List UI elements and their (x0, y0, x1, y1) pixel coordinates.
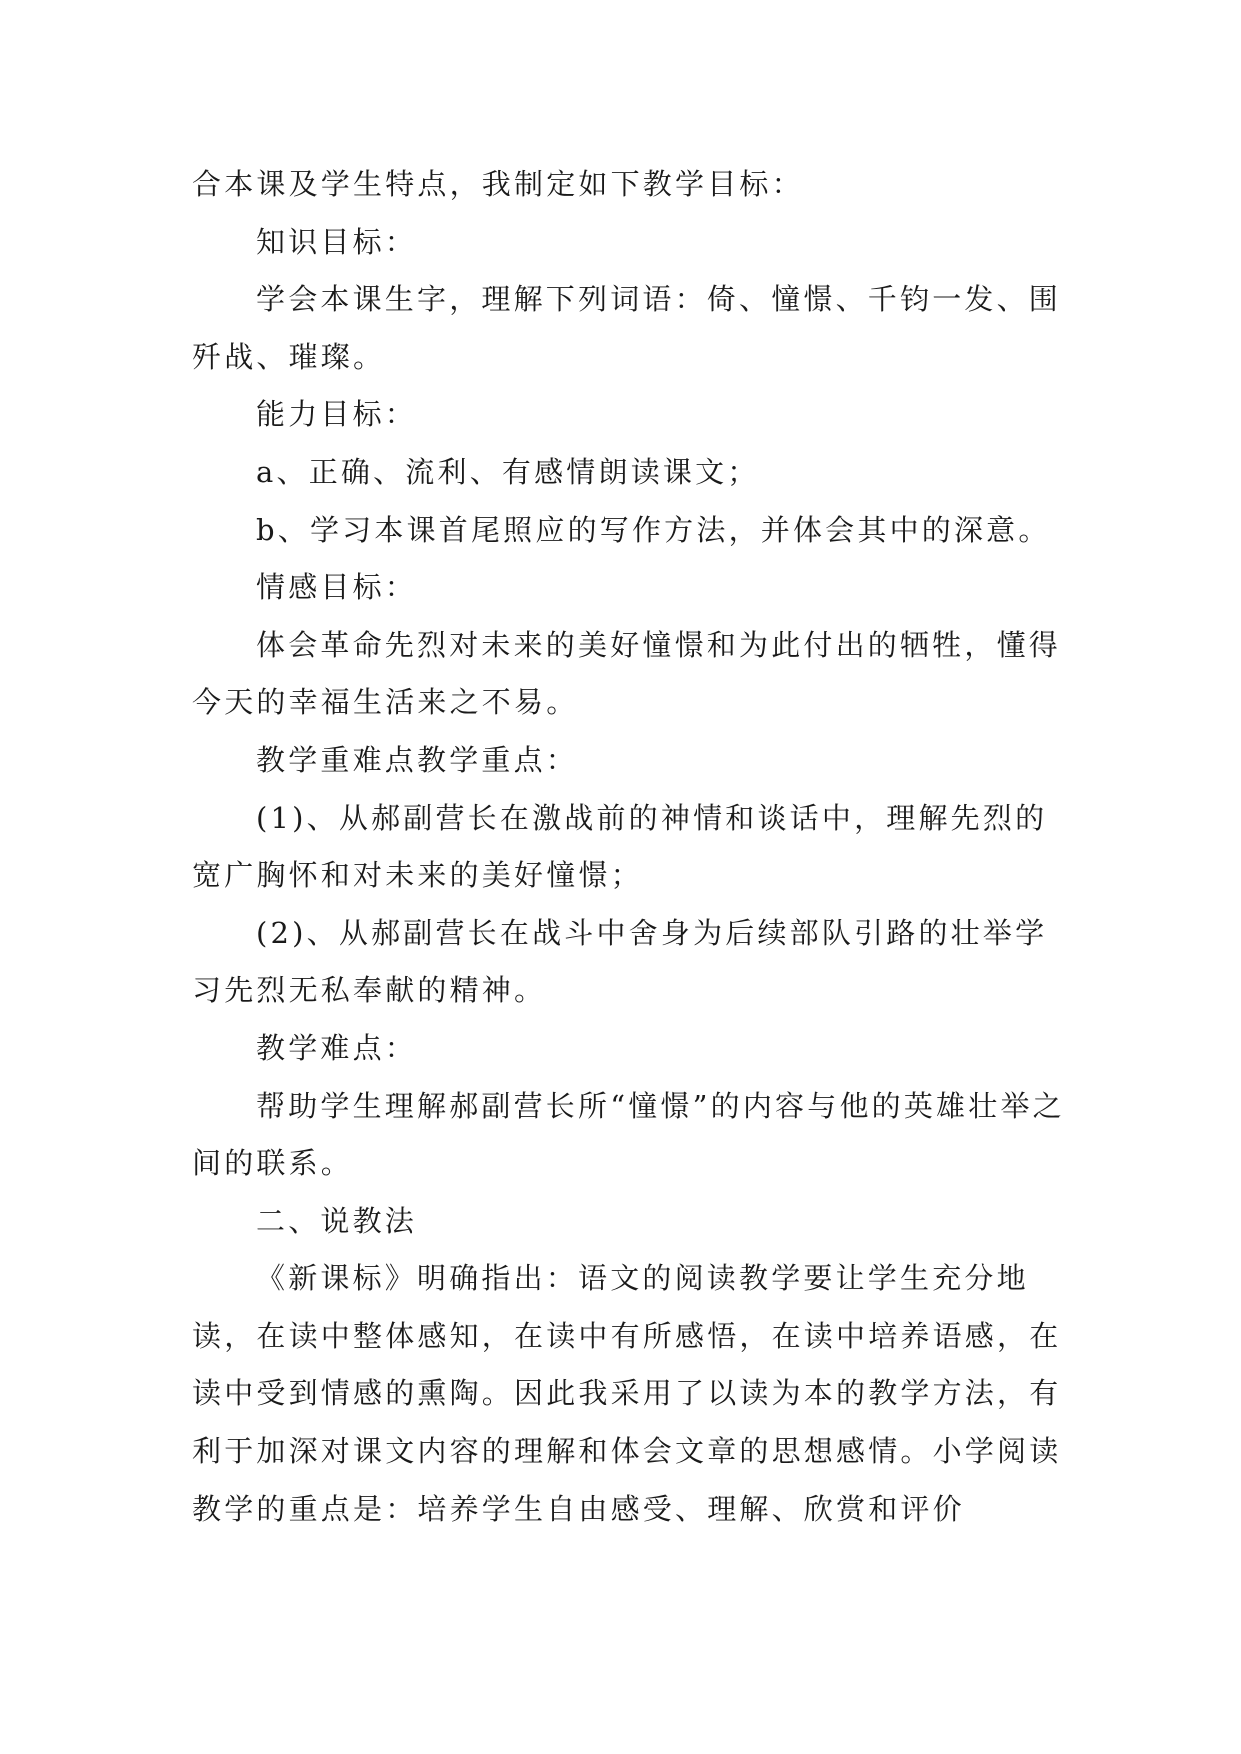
knowledge-goal-heading: 知识目标： (256, 224, 418, 259)
list-item: b、学习本课首尾照应的写作方法，并体会其中的深意。 (256, 512, 1051, 547)
section-heading: 二、说教法 (256, 1203, 418, 1238)
paragraph: 《新课标》明确指出：语文的阅读教学要让学生充分地读，在读中整体感知，在读中有所感悟，在读中培养语感，在读中受到情感的熏陶。因此我采用了以读为本的教学方法，有利于加深对课文内容的理解和体会文章的思想感情。小学阅读教学的重点是：培养学生自由感受、理解、欣赏和评价 (192, 1261, 1062, 1526)
key-points-heading: 教学重难点教学重点： (256, 742, 579, 777)
paragraph: 合本课及学生特点，我制定如下教学目标： (192, 167, 804, 201)
paragraph: 帮助学生理解郝副营长所“憧憬”的内容与他的英雄壮举之间的联系。 (192, 1088, 1065, 1181)
list-item: (2)、从郝副营长在战斗中舍身为后续部队引路的壮举学习先烈无私奉献的精神。 (192, 915, 1048, 1008)
difficulty-heading: 教学难点： (256, 1030, 418, 1065)
list-item: a、正确、流利、有感情朗读课文； (256, 454, 760, 489)
ability-goal-heading: 能力目标： (256, 397, 418, 432)
paragraph: 学会本课生字，理解下列词语：倚、憧憬、千钧一发、围歼战、璀璨。 (192, 282, 1062, 374)
list-item: (1)、从郝副营长在激战前的神情和谈话中，理解先烈的宽广胸怀和对未来的美好憧憬； (192, 800, 1048, 893)
emotion-goal-heading: 情感目标： (256, 570, 418, 605)
paragraph: 体会革命先烈对未来的美好憧憬和为此付出的牺牲，懂得今天的幸福生活来之不易。 (192, 627, 1062, 720)
document-body (192, 156, 1072, 1538)
